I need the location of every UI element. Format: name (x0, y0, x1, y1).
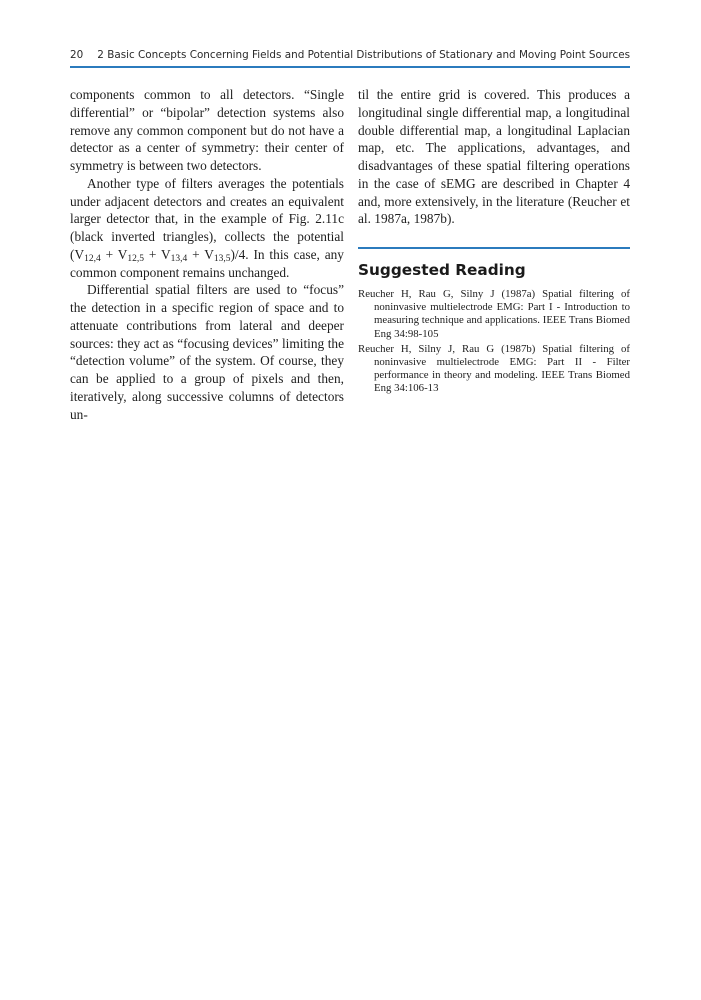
reference-item: Reucher H, Silny J, Rau G (1987b) Spatial filtering of noninvasive multielectrode EMG: Part II - Filter performance in theory and modeling. IEEE Trans Biomed Eng 34:106-13 (358, 342, 630, 395)
body-paragraph-averaging-filters (70, 175, 344, 282)
formula-subscript: 12,5 (127, 253, 144, 264)
formula-operator: + (143, 246, 161, 262)
formula-subscript: 13,5 (213, 253, 231, 264)
paragraph-text: Another type of filters averages the potentials under adjacent detectors and creates an equivalent larger detector that, in the example of Fig. 2.11c (black inverted triangles), collects the potential ( (70, 175, 344, 262)
formula-symbol: V (117, 246, 128, 262)
paragraph-text: )/4. In this case, any common component remains unchanged. (70, 246, 344, 280)
left-text-column (70, 86, 344, 423)
formula-term (161, 247, 187, 262)
right-text-column (358, 86, 630, 398)
formula-term (118, 247, 144, 262)
formula-symbol: V (74, 246, 85, 262)
formula-term (204, 247, 230, 262)
formula-symbol: V (160, 246, 171, 262)
running-header (70, 46, 630, 68)
suggested-reading-heading: Suggested Reading (358, 261, 526, 279)
reference-item: Reucher H, Rau G, Silny J (1987a) Spatial filtering of noninvasive multielectrode EMG: Part I - Introduction to measuring technique and applications. IEEE Trans Biomed Eng 34:98-105 (358, 288, 630, 340)
body-paragraph: components common to all detectors. “Single differential” or “bipolar” detection systems also remove any common component but do not have a detector as a center of symmetry: their center of symmetry is between two detectors. (70, 87, 344, 173)
formula-subscript: 13,4 (170, 253, 188, 264)
page-number: 20 (70, 49, 84, 61)
formula-term (74, 247, 100, 262)
body-paragraph-continued: til the entire grid is covered. This produces a longitudinal single differential map, a longitudinal double differential map, a longitudinal Laplacian map, etc. The applications, advantages, and disadvantages of these spatial filtering operations in the case of sEMG are described in Chapter 4 and, more extensively, in the literature (Reucher et al. 1987a, 1987b). (358, 87, 630, 227)
chapter-running-title: 2 Basic Concepts Concerning Fields and Potential Distributions of Stationary and Moving Point Sources (97, 49, 630, 61)
formula-symbol: V (204, 246, 214, 262)
formula-subscript: 12,4 (84, 253, 101, 264)
formula-operator: + (187, 246, 205, 262)
potential-formula (74, 247, 230, 262)
formula-operator: + (100, 246, 118, 262)
section-divider (358, 247, 630, 249)
body-paragraph-differential-filters: Differential spatial filters are used to “focus” the detection in a specific region of space and to attenuate contributions from lateral and deeper sources: they act as “focusing devices” limiting the “detection volume” of the system. Of course, they can be applied to a group of pixels and then, iteratively, along successive columns of detectors un- (70, 282, 344, 422)
reference-list (358, 288, 630, 396)
